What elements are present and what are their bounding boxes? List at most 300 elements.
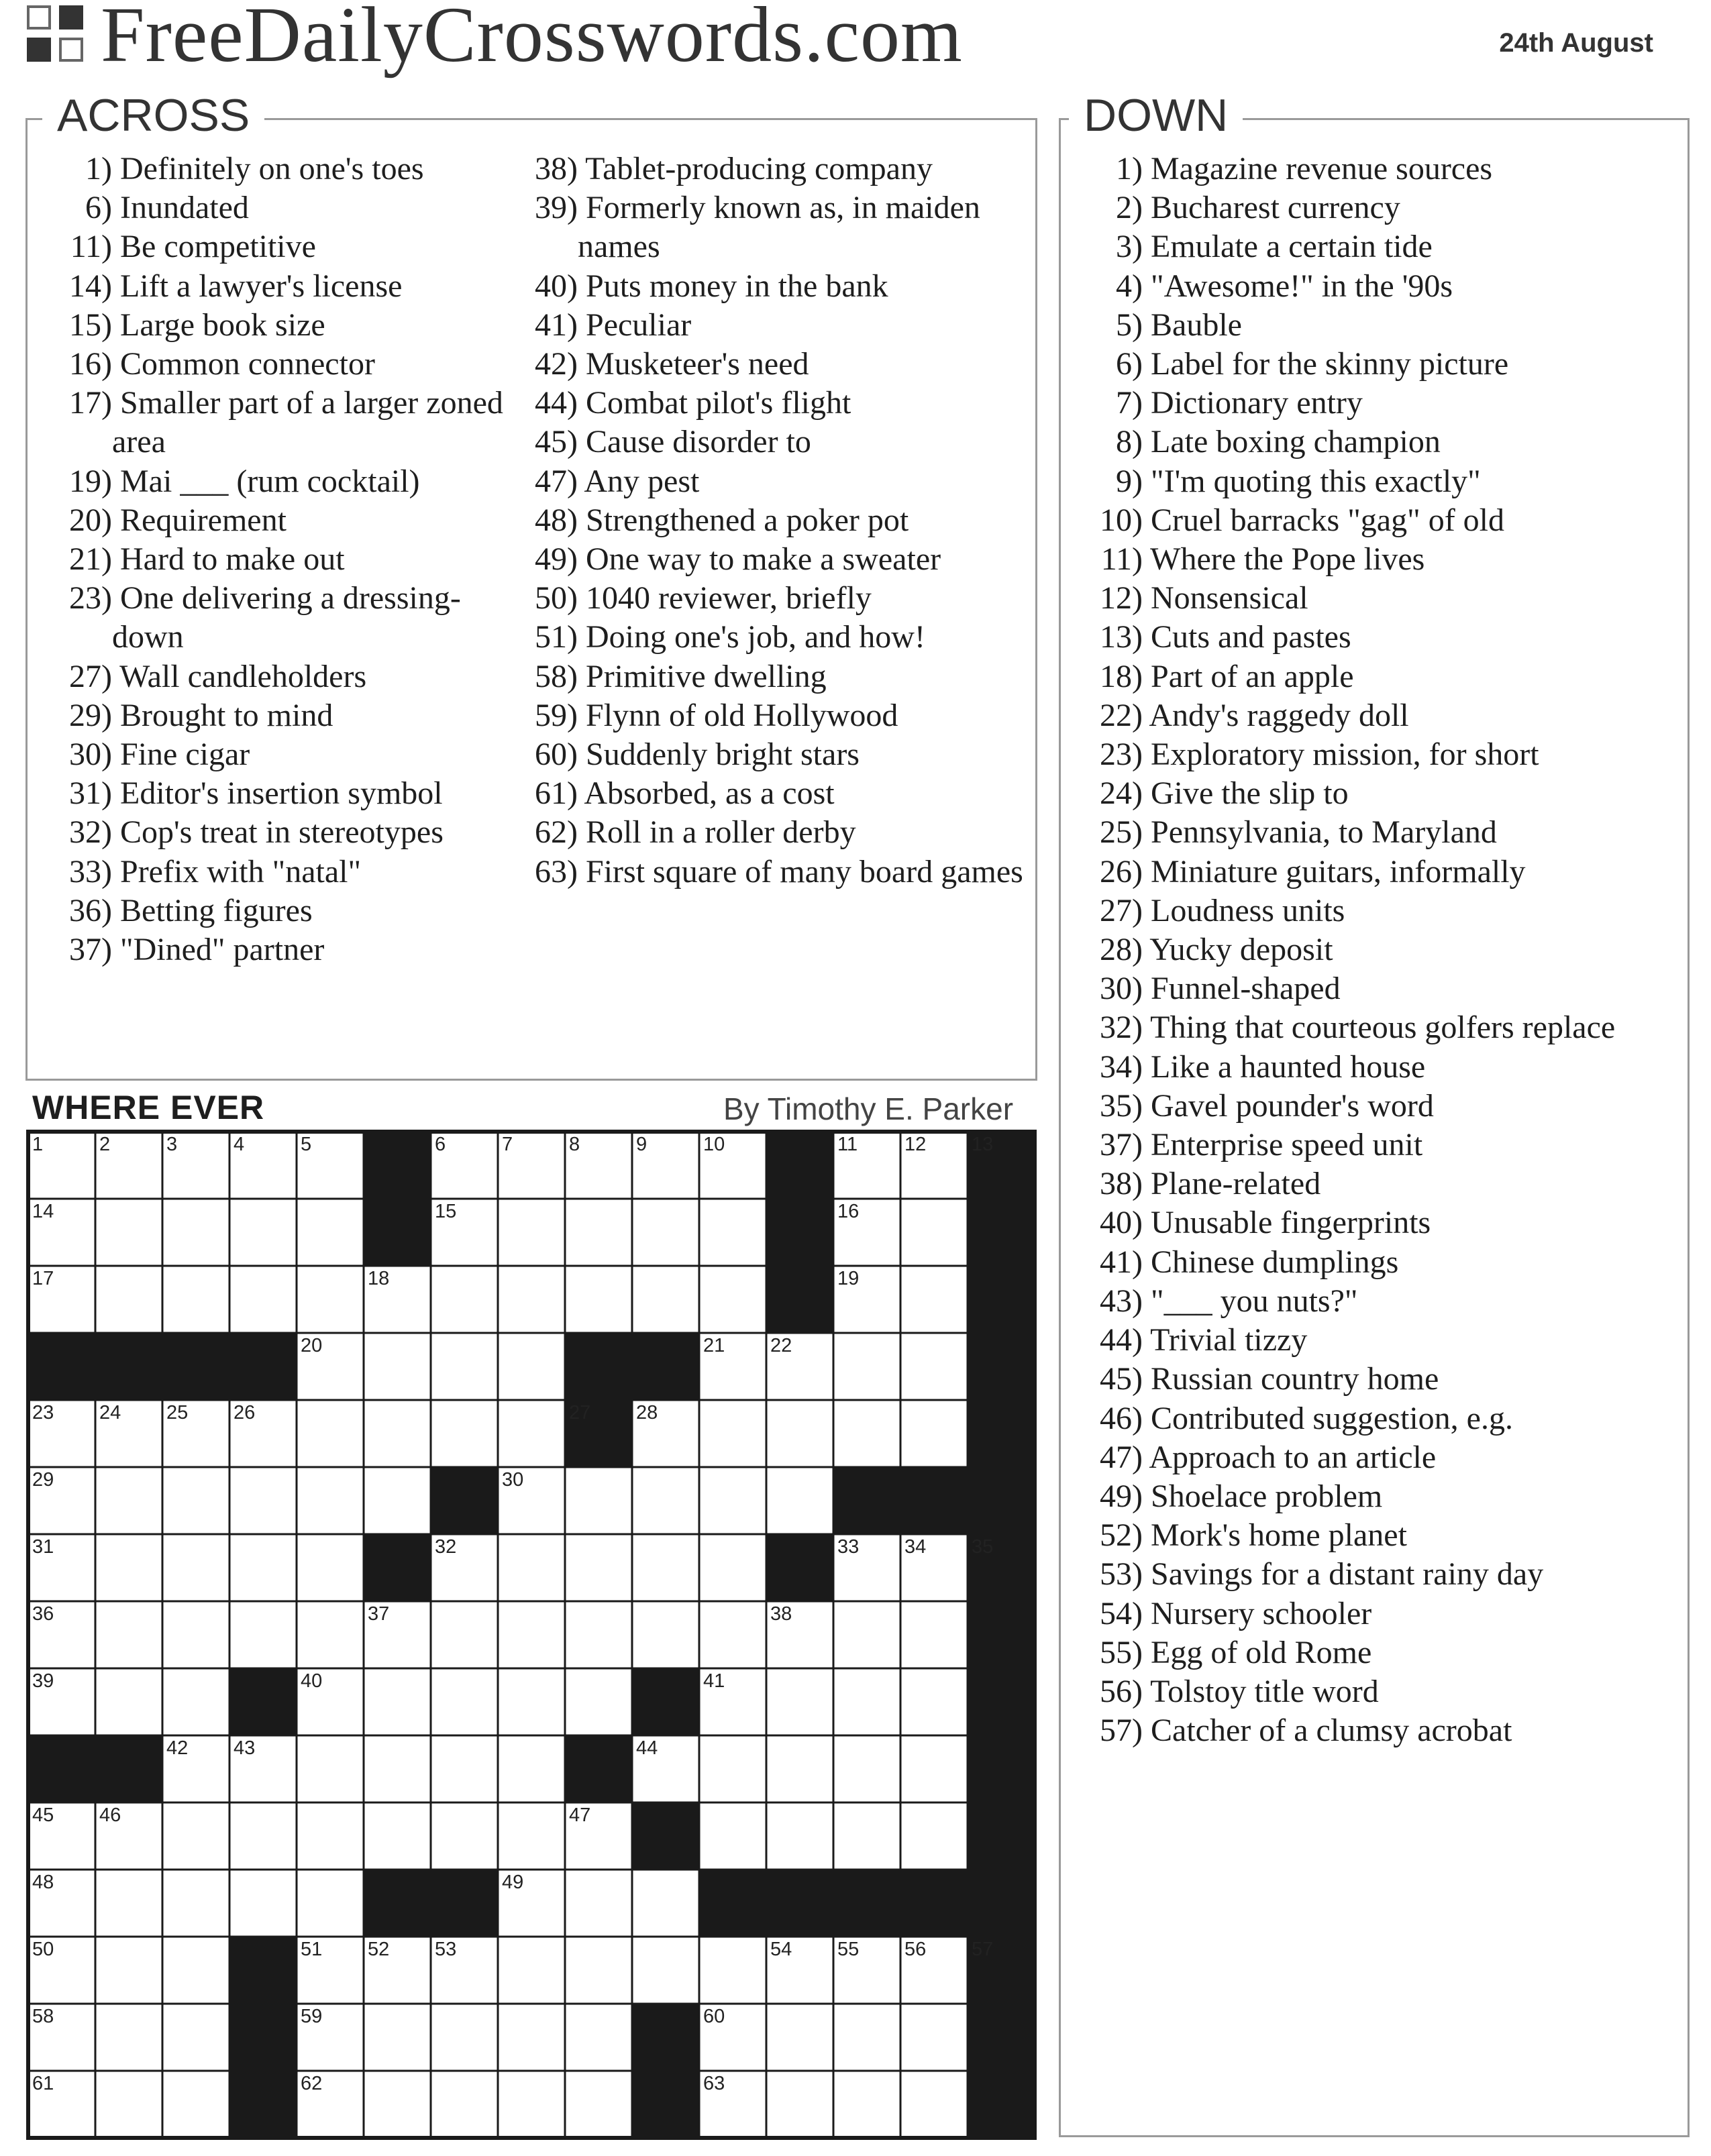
clue-number: 32) <box>1100 1010 1143 1046</box>
across-clue-40 <box>523 267 1033 306</box>
across-clue-44 <box>523 384 1033 423</box>
grid-clue-number: 8 <box>569 1134 580 1155</box>
down-clue-41 <box>1088 1243 1678 1282</box>
clue-number: 6) <box>85 190 112 226</box>
grid-cell[interactable] <box>162 1467 229 1534</box>
grid-cell[interactable] <box>95 1870 162 1937</box>
grid-cell[interactable] <box>297 1199 364 1266</box>
grid-cell[interactable] <box>297 1870 364 1937</box>
grid-clue-number: 53 <box>435 1939 457 1960</box>
clue-text: Any pest <box>584 463 700 499</box>
grid-cell[interactable] <box>900 1735 968 1802</box>
grid-cell[interactable] <box>162 1668 229 1735</box>
clue-number: 13) <box>1100 619 1143 655</box>
down-clue-9 <box>1088 462 1678 501</box>
grid-cell[interactable] <box>498 1601 565 1668</box>
down-clue-10 <box>1088 501 1678 540</box>
clue-text: Label for the skinny picture <box>1151 346 1509 382</box>
grid-cell[interactable] <box>833 1333 900 1400</box>
across-clue-15 <box>57 306 513 345</box>
grid-cell[interactable] <box>900 1668 968 1735</box>
grid-cell[interactable] <box>229 1467 297 1534</box>
clue-number: 11) <box>1100 541 1143 578</box>
across-clue-11 <box>57 227 513 266</box>
grid-cell[interactable] <box>498 2071 565 2138</box>
clue-number: 47) <box>535 463 578 499</box>
clue-text: Funnel-shaped <box>1151 971 1341 1007</box>
grid-black-cell <box>364 1199 431 1266</box>
grid-cell[interactable] <box>364 1400 431 1467</box>
across-clue-45 <box>523 423 1033 462</box>
clue-text: Like a haunted house <box>1151 1048 1426 1085</box>
across-clue-60 <box>523 735 1033 774</box>
clue-number: 15) <box>69 307 112 343</box>
grid-cell[interactable] <box>162 1802 229 1870</box>
clue-number: 58) <box>535 658 578 694</box>
clue-text: Tolstoy title word <box>1150 1673 1379 1709</box>
grid-cell[interactable] <box>162 2004 229 2071</box>
down-clue-7 <box>1088 384 1678 423</box>
grid-black-cell <box>968 1266 1035 1333</box>
grid-cell[interactable] <box>833 1668 900 1735</box>
grid-cell[interactable] <box>364 1333 431 1400</box>
down-clue-52 <box>1088 1516 1678 1555</box>
grid-cell[interactable] <box>565 1668 632 1735</box>
grid-cell[interactable] <box>498 2004 565 2071</box>
across-clue-31 <box>57 774 513 813</box>
clue-text: "Dined" partner <box>120 932 325 968</box>
grid-cell[interactable] <box>431 2071 498 2138</box>
clue-text: Hard to make out <box>120 541 345 578</box>
grid-cell[interactable] <box>699 1601 766 1668</box>
across-clue-47 <box>523 462 1033 501</box>
clue-number: 45) <box>535 424 578 460</box>
grid-cell[interactable] <box>297 1802 364 1870</box>
grid-cell[interactable] <box>95 2004 162 2071</box>
grid-clue-number: 6 <box>435 1134 446 1155</box>
clue-text: Tablet-producing company <box>585 151 933 186</box>
down-clue-1 <box>1088 150 1678 188</box>
clue-number: 39) <box>535 190 578 226</box>
down-clue-54 <box>1088 1595 1678 1633</box>
grid-cell[interactable] <box>565 2004 632 2071</box>
clue-number: 36) <box>69 892 112 928</box>
grid-cell[interactable] <box>766 1735 833 1802</box>
clue-number: 14) <box>69 268 112 304</box>
grid-cell[interactable] <box>431 1333 498 1400</box>
grid-cell[interactable] <box>833 2071 900 2138</box>
down-heading: DOWN <box>1069 89 1243 142</box>
grid-cell[interactable] <box>431 1802 498 1870</box>
grid-clue-number: 50 <box>32 1939 54 1960</box>
down-clue-25 <box>1088 813 1678 852</box>
clue-text: Emulate a certain tide <box>1151 229 1433 265</box>
grid-cell[interactable] <box>565 2071 632 2138</box>
clue-text: Mai ___ (rum cocktail) <box>120 463 420 499</box>
grid-black-cell <box>900 1870 968 1937</box>
grid-cell[interactable] <box>632 1199 699 1266</box>
grid-cell[interactable] <box>565 1937 632 2004</box>
grid-cell[interactable] <box>229 1266 297 1333</box>
clue-number: 27) <box>1100 892 1143 928</box>
down-clue-13 <box>1088 618 1678 657</box>
grid-cell[interactable] <box>498 1534 565 1601</box>
clue-number: 59) <box>535 697 578 733</box>
clue-text: Puts money in the bank <box>586 268 888 304</box>
grid-cell[interactable] <box>229 1534 297 1601</box>
clue-number: 7) <box>1116 385 1143 421</box>
grid-cell[interactable] <box>632 1601 699 1668</box>
grid-cell[interactable] <box>431 1601 498 1668</box>
grid-cell[interactable] <box>565 1601 632 1668</box>
grid-black-cell <box>431 1467 498 1534</box>
grid-black-cell <box>565 1735 632 1802</box>
grid-cell[interactable] <box>364 1735 431 1802</box>
grid-cell[interactable] <box>632 1266 699 1333</box>
clue-number: 3) <box>1116 229 1143 265</box>
clue-number: 5) <box>1116 307 1143 343</box>
grid-black-cell <box>833 1870 900 1937</box>
grid-clue-number: 40 <box>301 1670 323 1692</box>
grid-cell[interactable] <box>95 1534 162 1601</box>
clue-text: Fine cigar <box>120 737 250 773</box>
grid-cell[interactable] <box>498 1266 565 1333</box>
clue-text: Exploratory mission, for short <box>1151 737 1539 773</box>
grid-cell[interactable] <box>766 1400 833 1467</box>
clue-text: Lift a lawyer's license <box>120 268 403 304</box>
grid-clue-number: 22 <box>770 1335 792 1356</box>
grid-cell[interactable] <box>431 1668 498 1735</box>
grid-cell[interactable] <box>699 1199 766 1266</box>
clue-number: 57) <box>1100 1713 1143 1749</box>
grid-cell[interactable] <box>95 1266 162 1333</box>
grid-black-cell <box>968 1601 1035 1668</box>
grid-black-cell <box>632 1668 699 1735</box>
grid-cell[interactable] <box>699 1937 766 2004</box>
grid-cell[interactable] <box>766 2071 833 2138</box>
grid-clue-number: 38 <box>770 1603 792 1625</box>
grid-cell[interactable] <box>833 1802 900 1870</box>
grid-cell[interactable] <box>95 1601 162 1668</box>
clue-text: Catcher of a clumsy acrobat <box>1151 1713 1512 1749</box>
across-clue-19 <box>57 462 513 501</box>
grid-cell[interactable] <box>833 1601 900 1668</box>
grid-cell[interactable] <box>900 1333 968 1400</box>
grid-cell[interactable] <box>162 1870 229 1937</box>
grid-cell[interactable] <box>900 2004 968 2071</box>
grid-cell[interactable] <box>498 1937 565 2004</box>
down-clue-45 <box>1088 1360 1678 1399</box>
clue-number: 56) <box>1100 1673 1143 1709</box>
site-logo-icon <box>27 5 87 66</box>
grid-cell[interactable] <box>699 1266 766 1333</box>
grid-cell[interactable] <box>833 1735 900 1802</box>
clue-number: 23) <box>1100 737 1143 773</box>
grid-cell[interactable] <box>699 1802 766 1870</box>
grid-cell[interactable] <box>766 1467 833 1534</box>
grid-cell[interactable] <box>162 1601 229 1668</box>
grid-cell[interactable] <box>229 1870 297 1937</box>
across-clue-36 <box>57 892 513 930</box>
grid-cell[interactable] <box>297 1735 364 1802</box>
grid-cell[interactable] <box>900 2071 968 2138</box>
grid-cell[interactable] <box>900 1400 968 1467</box>
clue-text: Gavel pounder's word <box>1151 1087 1434 1124</box>
across-clue-1 <box>57 150 513 188</box>
clue-text: Where the Pope lives <box>1150 541 1425 578</box>
grid-cell[interactable] <box>364 1802 431 1870</box>
clue-number: 37) <box>69 932 112 968</box>
grid-clue-number: 13 <box>972 1134 994 1155</box>
grid-clue-number: 39 <box>32 1670 54 1692</box>
grid-clue-number: 61 <box>32 2073 54 2094</box>
down-clue-30 <box>1088 969 1678 1008</box>
grid-cell[interactable] <box>699 1735 766 1802</box>
clue-text: Thing that courteous golfers replace <box>1150 1010 1616 1046</box>
grid-cell[interactable] <box>565 1534 632 1601</box>
across-clue-58 <box>523 657 1033 696</box>
grid-cell[interactable] <box>431 1735 498 1802</box>
grid-cell[interactable] <box>229 1199 297 1266</box>
clue-number: 29) <box>69 697 112 733</box>
down-clue-18 <box>1088 657 1678 696</box>
clue-number: 41) <box>1100 1244 1143 1280</box>
down-clue-44 <box>1088 1321 1678 1360</box>
grid-clue-number: 5 <box>301 1134 312 1155</box>
grid-clue-number: 12 <box>904 1134 927 1155</box>
grid-cell[interactable] <box>95 2071 162 2138</box>
grid-black-cell <box>632 1333 699 1400</box>
grid-black-cell <box>766 1534 833 1601</box>
grid-cell[interactable] <box>565 1870 632 1937</box>
grid-cell[interactable] <box>498 1199 565 1266</box>
grid-black-cell <box>364 1870 431 1937</box>
grid-black-cell <box>968 1199 1035 1266</box>
grid-cell[interactable] <box>632 1534 699 1601</box>
grid-cell[interactable] <box>364 2004 431 2071</box>
across-clue-37 <box>57 930 513 969</box>
grid-cell[interactable] <box>565 1199 632 1266</box>
grid-black-cell <box>28 1333 95 1400</box>
grid-clue-number: 29 <box>32 1469 54 1491</box>
clue-text: Inundated <box>120 190 249 226</box>
grid-cell[interactable] <box>498 1400 565 1467</box>
grid-cell[interactable] <box>95 1467 162 1534</box>
grid-black-cell <box>364 1534 431 1601</box>
grid-cell[interactable] <box>229 1802 297 1870</box>
grid-clue-number: 44 <box>636 1737 658 1759</box>
grid-cell[interactable] <box>632 1937 699 2004</box>
grid-cell[interactable] <box>297 1400 364 1467</box>
across-clues-column-1 <box>57 150 513 969</box>
grid-cell[interactable] <box>162 2071 229 2138</box>
grid-clue-number: 42 <box>166 1737 189 1759</box>
down-clue-6 <box>1088 345 1678 384</box>
grid-cell[interactable] <box>162 1199 229 1266</box>
grid-black-cell <box>229 2004 297 2071</box>
clue-text: Cause disorder to <box>586 424 811 460</box>
clue-number: 28) <box>1100 932 1143 968</box>
across-clue-16 <box>57 345 513 384</box>
clue-text: Dictionary entry <box>1151 385 1363 421</box>
grid-clue-number: 28 <box>636 1402 658 1423</box>
clue-number: 61) <box>535 775 578 812</box>
clue-number: 30) <box>1100 971 1143 1007</box>
clue-number: 38) <box>535 151 578 186</box>
grid-cell[interactable] <box>766 2004 833 2071</box>
clue-number: 30) <box>69 737 112 773</box>
grid-cell[interactable] <box>297 1534 364 1601</box>
grid-cell[interactable] <box>364 2071 431 2138</box>
grid-cell[interactable] <box>297 1467 364 1534</box>
clue-text: Mork's home planet <box>1151 1517 1407 1554</box>
grid-clue-number: 26 <box>234 1402 256 1423</box>
crossword-grid-svg <box>25 1129 1037 2141</box>
down-clue-53 <box>1088 1555 1678 1594</box>
grid-clue-number: 19 <box>837 1268 860 1289</box>
grid-clue-number: 48 <box>32 1872 54 1893</box>
down-clue-35 <box>1088 1087 1678 1126</box>
grid-clue-number: 27 <box>569 1402 591 1423</box>
grid-cell[interactable] <box>900 1601 968 1668</box>
grid-cell[interactable] <box>833 2004 900 2071</box>
grid-clue-number: 17 <box>32 1268 54 1289</box>
site-title: FreeDailyCrosswords.com <box>101 0 963 78</box>
down-clue-12 <box>1088 579 1678 618</box>
grid-clue-number: 49 <box>502 1872 524 1893</box>
grid-clue-number: 20 <box>301 1335 323 1356</box>
puzzle-byline: By Timothy E. Parker <box>723 1091 1014 1126</box>
grid-cell[interactable] <box>833 1400 900 1467</box>
down-clue-37 <box>1088 1126 1678 1165</box>
grid-cell[interactable] <box>498 1668 565 1735</box>
clue-number: 17) <box>69 385 112 421</box>
grid-cell[interactable] <box>699 1534 766 1601</box>
grid-cell[interactable] <box>900 1199 968 1266</box>
grid-cell[interactable] <box>297 1266 364 1333</box>
across-clue-59 <box>523 696 1033 735</box>
clue-number: 21) <box>69 541 112 578</box>
grid-cell[interactable] <box>162 1937 229 2004</box>
across-clue-63 <box>523 853 1033 892</box>
down-clue-4 <box>1088 267 1678 306</box>
grid-cell[interactable] <box>900 1266 968 1333</box>
puzzle-title: WHERE EVER <box>32 1089 265 1126</box>
grid-black-cell <box>968 2071 1035 2138</box>
clue-text: Editor's insertion symbol <box>120 775 443 812</box>
grid-cell[interactable] <box>565 1266 632 1333</box>
clue-text: Wall candleholders <box>119 658 367 694</box>
grid-cell[interactable] <box>900 1802 968 1870</box>
down-clue-38 <box>1088 1165 1678 1203</box>
grid-cell[interactable] <box>431 2004 498 2071</box>
clue-number: 20) <box>69 502 112 538</box>
grid-cell[interactable] <box>632 1870 699 1937</box>
grid-cell[interactable] <box>431 1400 498 1467</box>
grid-cell[interactable] <box>498 1333 565 1400</box>
grid-clue-number: 11 <box>837 1134 858 1155</box>
grid-black-cell <box>95 1333 162 1400</box>
clue-number: 19) <box>69 463 112 499</box>
grid-clue-number: 36 <box>32 1603 54 1625</box>
clue-number: 54) <box>1100 1595 1143 1631</box>
down-clue-11 <box>1088 540 1678 579</box>
grid-cell[interactable] <box>431 1266 498 1333</box>
clue-number: 32) <box>69 814 112 851</box>
across-panel <box>25 90 1037 1081</box>
grid-cell[interactable] <box>95 1199 162 1266</box>
down-clue-43 <box>1088 1282 1678 1321</box>
grid-cell[interactable] <box>699 1400 766 1467</box>
clue-text: Andy's raggedy doll <box>1149 697 1409 733</box>
grid-cell[interactable] <box>229 1601 297 1668</box>
grid-clue-number: 54 <box>770 1939 792 1960</box>
across-clue-21 <box>57 540 513 579</box>
across-clue-49 <box>523 540 1033 579</box>
clue-text: Cop's treat in stereotypes <box>120 814 444 851</box>
grid-clue-number: 55 <box>837 1939 860 1960</box>
grid-black-cell <box>766 1870 833 1937</box>
clue-text: Enterprise speed unit <box>1151 1127 1423 1163</box>
clue-text: "I'm quoting this exactly" <box>1151 463 1481 499</box>
grid-cell[interactable] <box>162 1266 229 1333</box>
grid-cell[interactable] <box>297 1601 364 1668</box>
clue-number: 8) <box>1116 424 1143 460</box>
clue-text: "___ you nuts?" <box>1151 1283 1358 1319</box>
clue-number: 2) <box>1116 190 1143 226</box>
across-clue-48 <box>523 501 1033 540</box>
grid-clue-number: 46 <box>99 1804 121 1826</box>
clue-text: Miniature guitars, informally <box>1151 853 1526 890</box>
grid-cell[interactable] <box>498 1802 565 1870</box>
grid-cell[interactable] <box>498 1735 565 1802</box>
grid-cell[interactable] <box>162 1534 229 1601</box>
down-clue-22 <box>1088 696 1678 735</box>
grid-cell[interactable] <box>766 1802 833 1870</box>
down-clue-32 <box>1088 1008 1678 1047</box>
grid-cell[interactable] <box>632 1467 699 1534</box>
clue-text: Magazine revenue sources <box>1151 151 1493 186</box>
across-clue-42 <box>523 345 1033 384</box>
grid-cell[interactable] <box>95 1937 162 2004</box>
grid-black-cell <box>632 2004 699 2071</box>
grid-clue-number: 56 <box>904 1939 927 1960</box>
clue-text: Trivial tizzy <box>1150 1322 1308 1358</box>
grid-clue-number: 60 <box>703 2006 725 2027</box>
clue-number: 11) <box>70 229 112 265</box>
clue-text: Combat pilot's flight <box>586 385 851 421</box>
grid-clue-number: 30 <box>502 1469 524 1491</box>
grid-clue-number: 21 <box>703 1335 725 1356</box>
down-clue-47 <box>1088 1438 1678 1477</box>
clue-text: First square of many board games <box>586 853 1023 890</box>
clue-text: Nursery schooler <box>1151 1595 1372 1631</box>
clue-number: 40) <box>1100 1205 1143 1241</box>
grid-cell[interactable] <box>766 1668 833 1735</box>
clue-text: Cruel barracks "gag" of old <box>1151 502 1505 538</box>
clue-text: Plane-related <box>1151 1166 1321 1202</box>
clue-text: One way to make a sweater <box>586 541 941 578</box>
clue-number: 31) <box>69 775 112 812</box>
clue-number: 34) <box>1100 1048 1143 1085</box>
grid-cell[interactable] <box>565 1467 632 1534</box>
grid-cell[interactable] <box>95 1668 162 1735</box>
grid-cell[interactable] <box>699 1467 766 1534</box>
grid-clue-number: 57 <box>972 1939 994 1960</box>
grid-cell[interactable] <box>364 1668 431 1735</box>
grid-cell[interactable] <box>364 1467 431 1534</box>
grid-black-cell <box>229 2071 297 2138</box>
